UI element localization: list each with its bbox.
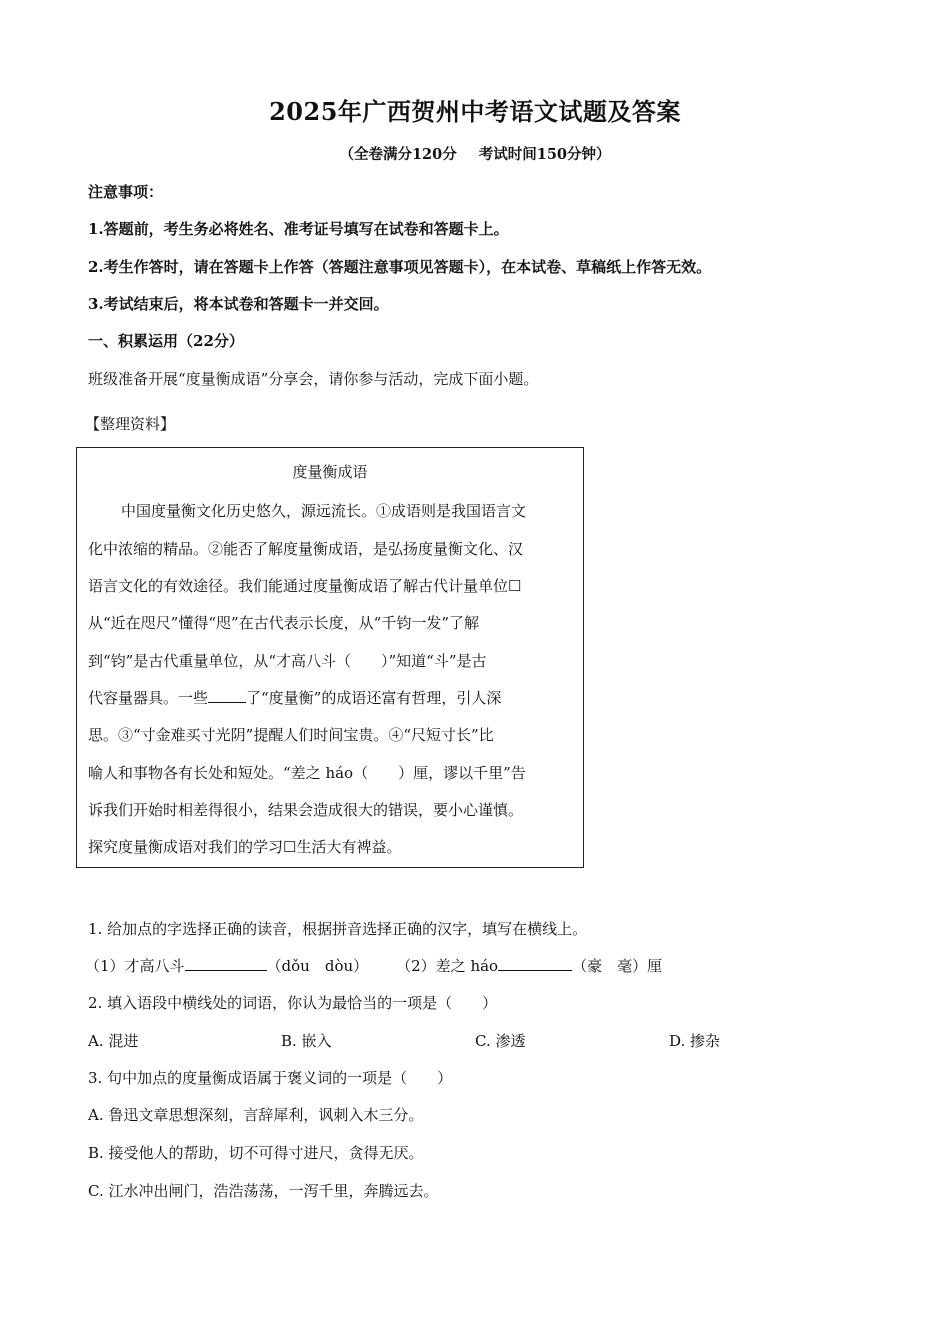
option-a: A. 混进 <box>88 1032 139 1050</box>
option-a: A. 鲁迅文章思想深刻，言辞犀利，讽刺入木三分。 <box>88 1106 424 1124</box>
exam-info <box>0 143 950 164</box>
question-1-stem: 1. 给加点的字选择正确的读音，根据拼音选择正确的汉字，填写在横线上。 <box>88 920 588 938</box>
section-heading: 一、积累运用（22分） <box>88 332 244 350</box>
notes-heading: 注意事项： <box>88 183 164 201</box>
passage-line: 从“近在咫尺”懂得“咫”在古代表示长度，从“千钧一发”了解 <box>88 614 480 632</box>
question-2-stem: 2. 填入语段中横线处的词语，你认为最恰当的一项是（ ） <box>88 994 498 1012</box>
note-item-3: 3.考试结束后，将本试卷和答题卡一并交回。 <box>88 295 389 313</box>
passage-line: 中国度量衡文化历史悠久，源远流长。①成语则是我国语言文 <box>121 502 527 520</box>
note-item-2: 2.考生作答时，请在答题卡上作答（答题注意事项见答题卡），在本试卷、草稿纸上作答无效。 <box>88 258 712 276</box>
note-item-1: 1.答题前，考生务必将姓名、准考证号填写在试卷和答题卡上。 <box>88 220 509 238</box>
q1-part2-choices: （豪 毫）厘 <box>572 957 663 975</box>
section-intro: 班级准备开展“度量衡成语”分享会，请你参与活动，完成下面小题。 <box>88 370 539 388</box>
resource-label: 【整理资料】 <box>85 415 176 433</box>
answer-blank <box>185 956 267 971</box>
exam-score-info: （全卷满分120分 <box>339 146 457 163</box>
passage-line-text: 代容量器具。一些 <box>88 689 209 707</box>
passage-line-text: 了“度量衡”的成语还富有哲理，引人深 <box>246 689 502 707</box>
fill-blank <box>208 688 246 703</box>
passage-box <box>76 447 584 868</box>
passage-line: 语言文化的有效途径。我们能通过度量衡成语了解古代计量单位☐ <box>88 577 522 595</box>
passage-line: 喻人和事物各有长处和短处。“差之 háo（ ）厘，谬以千里”告 <box>88 764 526 782</box>
page-title: 2025年广西贺州中考语文试题及答案 <box>269 97 681 126</box>
question-3-stem: 3. 句中加点的度量衡成语属于褒义词的一项是（ ） <box>88 1069 453 1087</box>
passage-line: 到“钧”是古代重量单位，从“才高八斗（ ）”知道“斗”是古 <box>88 652 487 670</box>
q1-part2-label: （2）差之 háo <box>396 957 499 975</box>
exam-time-info: 考试时间150分钟） <box>478 146 611 163</box>
option-c: C. 江水冲出闸门，浩浩荡荡，一泻千里，奔腾远去。 <box>88 1182 439 1200</box>
question-1-parts <box>85 955 662 976</box>
option-b: B. 嵌入 <box>281 1032 332 1050</box>
answer-blank <box>498 956 572 971</box>
option-b: B. 接受他人的帮助，切不可得寸进尺，贪得无厌。 <box>88 1144 424 1162</box>
passage-line: 诉我们开始时相差得很小，结果会造成很大的错误，要小心谨慎。 <box>88 801 524 819</box>
option-c: C. 渗透 <box>475 1032 526 1050</box>
option-d: D. 掺杂 <box>669 1032 721 1050</box>
q1-part1-label: （1）才高八斗 <box>85 957 185 975</box>
q1-part1-pinyin: （dǒu dòu） <box>266 957 369 975</box>
passage-title: 度量衡成语 <box>292 463 368 481</box>
passage-line: 思。③“寸金难买寸光阴”提醒人们时间宝贵。④“尺短寸长”比 <box>88 726 494 744</box>
passage-line: 探究度量衡成语对我们的学习☐生活大有裨益。 <box>88 838 402 856</box>
passage-line <box>88 687 501 708</box>
passage-line: 化中浓缩的精品。②能否了解度量衡成语，是弘扬度量衡文化、汉 <box>88 540 524 558</box>
